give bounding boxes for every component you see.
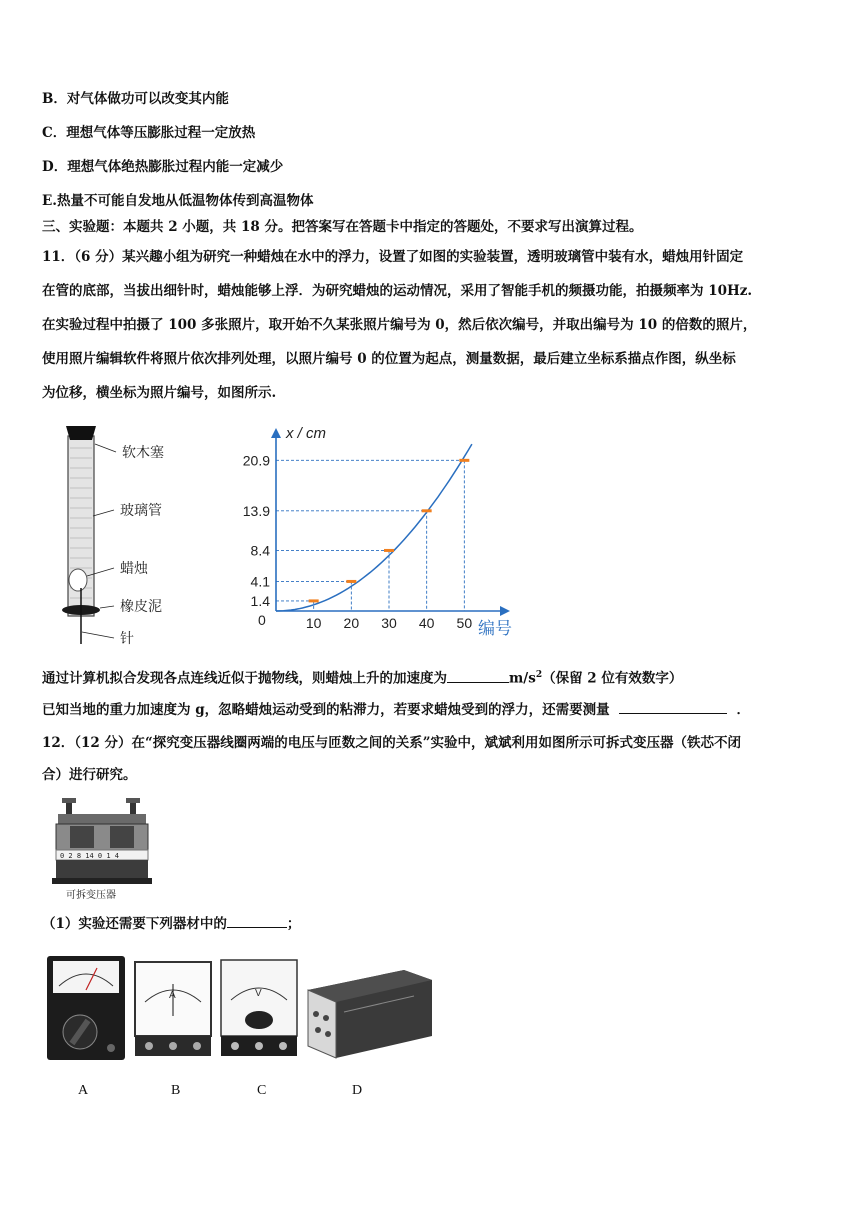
q11-line-1: 11．（6 分）某兴趣小组为研究一种蜡烛在水中的浮力，设置了如图的实验装置，透明玻璃管中装有水，蜡烛用针固定 <box>42 249 744 265</box>
x-tick-label-4: 50 <box>456 615 473 631</box>
equipment-answer-blank[interactable] <box>227 914 287 928</box>
option-b: B．对气体做功可以改变其内能 <box>42 91 229 107</box>
measure-answer-blank[interactable] <box>619 700 727 714</box>
transformer-scale: 0 2 8 14 0 1 4 <box>60 852 120 860</box>
accel-answer-blank[interactable] <box>447 669 509 683</box>
voltmeter-symbol: V <box>255 988 262 999</box>
period: ． <box>736 702 750 718</box>
label-needle: 针 <box>120 631 134 647</box>
label-cork: 软木塞 <box>122 445 164 461</box>
q11-answer-line-1 <box>42 666 682 688</box>
y-tick-label-4: 20.9 <box>242 452 270 469</box>
device-d-power-supply <box>304 966 436 1062</box>
option-d: D．理想气体绝热膨胀过程内能一定减少 <box>42 159 284 175</box>
q12-line-2: 合）进行研究。 <box>42 767 137 783</box>
q12-line-1: 12．（12 分）在“探究变压器线圈两端的电压与匝数之间的关系”实验中，斌斌利用如图所示可拆式变压器（铁芯不闭 <box>42 735 742 751</box>
q11-buoyancy-text: 已知当地的重力加速度为 g，忽略蜡烛运动受到的粘滞力，若要求蜡烛受到的浮力，还需要测量 <box>42 702 610 718</box>
cork <box>66 426 96 440</box>
meter-b-ammeter <box>133 956 213 1062</box>
candle <box>69 569 87 591</box>
q11-line-3: 在实验过程中拍摄了 100 多张照片，取开始不久某张照片编号为 0，然后依次编号，并取出编号为 10 的倍数的照片， <box>42 317 757 333</box>
option-c: C．理想气体等压膨胀过程一定放热 <box>42 125 256 141</box>
transformer-caption: 可拆变压器 <box>66 890 116 901</box>
sig-fig-note: （保留 2 位有效数字） <box>542 670 683 687</box>
svg-text:A: A <box>169 990 176 1001</box>
q11-line-2: 在管的底部，当拔出细针时，蜡烛能够上浮．为研究蜡烛的运动情况，采用了智能手机的频摄功能，拍摄频率为 10Hz. <box>42 283 753 299</box>
candle-tube-figure <box>40 418 220 648</box>
section-heading: 三、实验题：本题共 2 小题，共 18 分。把答案写在答题卡中指定的答题处，不要求写出演算过程。 <box>42 219 643 235</box>
semicolon: ； <box>286 916 301 932</box>
label-candle: 蜡烛 <box>120 561 148 577</box>
unit-exponent: 2 <box>535 670 543 680</box>
q11-accel-text: 通过计算机拟合发现各点连线近似于抛物线，则蜡烛上升的加速度为 <box>42 670 447 687</box>
option-label-d: D <box>352 1083 363 1098</box>
q12-sub1 <box>42 914 300 933</box>
q11-line-5: 为位移，横坐标为照片编号，如图所示. <box>42 385 277 401</box>
y-axis-arrow <box>271 428 281 438</box>
q11-answer-line-2 <box>42 700 750 719</box>
y-tick-label-1: 4.1 <box>250 573 270 590</box>
option-e: E.热量不可能自发地从低温物体传到高温物体 <box>42 193 314 209</box>
origin-label: 0 <box>258 612 266 628</box>
unit-ms: m/s <box>509 670 536 687</box>
q11-line-4: 使用照片编辑软件将照片依次排列处理，以照片编号 0 的位置为起点，测量数据，最后建立坐标系描点作图，纵坐标 <box>42 351 736 367</box>
y-tick-label-0: 1.4 <box>250 592 270 609</box>
x-tick-label-0: 10 <box>305 615 322 631</box>
x-tick-label-3: 40 <box>418 615 435 631</box>
transformer-photo <box>52 794 152 902</box>
x-axis-arrow <box>500 606 510 616</box>
fit-curve <box>276 444 472 611</box>
x-tick-label-2: 30 <box>381 615 397 631</box>
option-label-a: A <box>78 1083 89 1098</box>
y-tick-label-3: 13.9 <box>242 502 270 519</box>
y-tick-label-2: 8.4 <box>250 542 270 559</box>
displacement-chart <box>228 420 538 645</box>
meter-c-voltmeter <box>219 956 299 1062</box>
option-label-b: B <box>171 1083 181 1098</box>
label-glass: 玻璃管 <box>120 503 162 519</box>
meter-a-multimeter <box>47 956 127 1062</box>
x-tick-label-1: 20 <box>343 615 360 631</box>
x-axis-label: 编号 <box>478 619 512 639</box>
label-clay: 橡皮泥 <box>120 599 162 615</box>
option-label-c: C <box>257 1083 267 1098</box>
y-axis-label: x / cm <box>286 425 326 442</box>
q12-sub1-text: （1）实验还需要下列器材中的 <box>42 916 227 932</box>
